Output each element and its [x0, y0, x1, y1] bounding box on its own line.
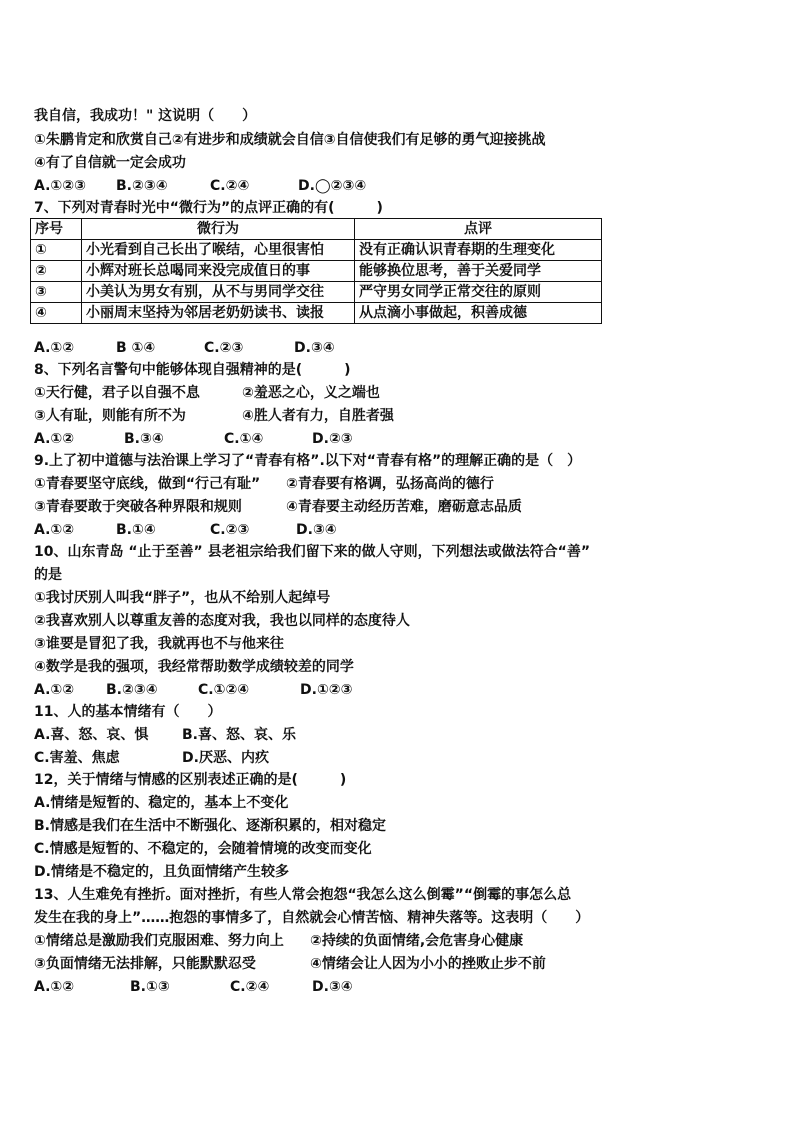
row-behavior: 小辉对班长总喝同来没完成值日的事: [82, 261, 355, 282]
q11-option-a: A.喜、怒、哀、惧: [34, 727, 149, 743]
q13-option-c: C.②④: [230, 979, 270, 995]
q10-statement-1: ①我讨厌别人叫我“胖子”，也从不给别人起绰号: [34, 590, 331, 606]
q6-option-a: A.①②③: [34, 178, 86, 194]
q13-statement-1: ①情绪总是激励我们克服困难、努力向上: [34, 933, 284, 949]
q9-statement-3: ③青春要敢于突破各种界限和规则: [34, 499, 242, 515]
q13-statement-2: ②持续的负面情绪,会危害身心健康: [310, 933, 524, 949]
header-cell: 微行为: [82, 219, 355, 240]
q8-option-b: B.③④: [124, 431, 164, 447]
row-behavior: 小光看到自己长出了喉结，心里很害怕: [82, 240, 355, 261]
q8-option-d: D.②③: [312, 431, 353, 447]
row-number: ④: [31, 303, 82, 324]
q8-option-a: A.①②: [34, 431, 75, 447]
q6-option-b: B.②③④: [116, 178, 168, 194]
q7-option-b: B ①④: [116, 340, 156, 356]
q11-option-d: D.厌恶、内疚: [182, 750, 269, 766]
table-row: [31, 303, 602, 324]
q9-statement-1: ①青春要坚守底线，做到“行己有耻”: [34, 476, 261, 492]
q9-option-d: D.③④: [296, 522, 337, 538]
header-cell: 序号: [31, 219, 82, 240]
q12-stem: 12，关于情绪与情感的区别表述正确的是( ): [34, 772, 347, 788]
q13-stem-2: 发生在我的身上”……抱怨的事情多了，自然就会心情苦恼、精神失落等。这表明（ ）: [34, 910, 590, 926]
q9-option-b: B.①④: [116, 522, 156, 538]
q12-option-c: C.情感是短暂的、不稳定的，会随着情境的改变而变化: [34, 841, 372, 857]
q10-stem-2: 的是: [34, 567, 62, 583]
q9-option-c: C.②③: [210, 522, 250, 538]
q10-stem-1: 10、山东青岛 “止于至善” 县老祖宗给我们留下来的做人守则，下列想法或做法符合“善”: [34, 544, 591, 560]
q12-option-d: D.情绪是不稳定的，且负面情绪产生较多: [34, 864, 289, 880]
q10-statement-4: ④数学是我的强项，我经常帮助数学成绩较差的同学: [34, 659, 354, 675]
q10-option-d: D.①②③: [300, 682, 353, 698]
q10-statement-3: ③谁要是冒犯了我，我就再也不与他来往: [34, 636, 284, 652]
row-comment: 从点滴小事做起，积善成德: [355, 303, 602, 324]
q11-option-b: B.喜、怒、哀、乐: [182, 727, 296, 743]
q9-option-a: A.①②: [34, 522, 75, 538]
row-comment: 严守男女同学正常交往的原则: [355, 282, 602, 303]
q8-option-c: C.①④: [224, 431, 264, 447]
q13-option-b: B.①③: [130, 979, 170, 995]
q6-statement-2: ④有了自信就一定会成功: [34, 155, 186, 171]
q10-option-c: C.①②④: [198, 682, 250, 698]
q7-option-d: D.③④: [294, 340, 335, 356]
header-cell: 点评: [355, 219, 602, 240]
q13-stem-1: 13、人生难免有挫折。面对挫折，有些人常会抱怨“我怎么这么倒霉”“倒霉的事怎么总: [34, 887, 572, 903]
row-comment: 能够换位思考，善于关爱同学: [355, 261, 602, 282]
q13-statement-3: ③负面情绪无法排解，只能默默忍受: [34, 956, 256, 972]
table-row: [31, 261, 602, 282]
row-number: ②: [31, 261, 82, 282]
q10-statement-2: ②我喜欢别人以尊重友善的态度对我，我也以同样的态度待人: [34, 613, 410, 629]
row-behavior: 小丽周末坚持为邻居老奶奶读书、读报: [82, 303, 355, 324]
q6-stem-tail: 我自信，我成功！" 这说明（ ）: [34, 108, 257, 124]
q11-stem: 11、人的基本情绪有（ ）: [34, 704, 222, 720]
q6-option-c: C.②④: [210, 178, 250, 194]
q8-stem: 8、下列名言警句中能够体现自强精神的是( ): [34, 362, 351, 378]
q9-statement-2: ②青春要有格调，弘扬高尚的德行: [286, 476, 494, 492]
q13-option-a: A.①②: [34, 979, 75, 995]
q8-statement-1: ①天行健，君子以自强不息: [34, 385, 200, 401]
table-row: [31, 240, 602, 261]
row-number: ③: [31, 282, 82, 303]
q7-stem: 7、下列对青春时光中“微行为”的点评正确的有( ): [34, 200, 383, 216]
q11-option-c: C.害羞、焦虑: [34, 750, 120, 766]
q7-option-c: C.②③: [204, 340, 244, 356]
q9-stem: 9.上了初中道德与法治课上学习了“青春有格”.以下对“青春有格”的理解正确的是（ ）: [34, 453, 582, 469]
row-behavior: 小美认为男女有别，从不与男同学交往: [82, 282, 355, 303]
q6-statement-1: ①朱鹏肯定和欣赏自己②有进步和成绩就会自信③自信使我们有足够的勇气迎接挑战: [34, 132, 546, 148]
q12-option-b: B.情感是我们在生活中不断强化、逐渐积累的，相对稳定: [34, 818, 386, 834]
table-row: [31, 282, 602, 303]
q6-option-d: D.◯②③④: [298, 178, 367, 194]
q7-option-a: A.①②: [34, 340, 75, 356]
q12-option-a: A.情绪是短暂的、稳定的，基本上不变化: [34, 795, 289, 811]
table-header-row: [31, 219, 602, 240]
row-number: ①: [31, 240, 82, 261]
q10-option-b: B.②③④: [106, 682, 158, 698]
q8-statement-2: ②羞恶之心，义之端也: [242, 385, 380, 401]
q13-statement-4: ④情绪会让人因为小小的挫败止步不前: [310, 956, 546, 972]
q8-statement-4: ④胜人者有力，自胜者强: [242, 408, 394, 424]
q10-option-a: A.①②: [34, 682, 75, 698]
q8-statement-3: ③人有耻，则能有所不为: [34, 408, 186, 424]
q13-option-d: D.③④: [312, 979, 353, 995]
q7-table: [30, 218, 602, 324]
row-comment: 没有正确认识青春期的生理变化: [355, 240, 602, 261]
q9-statement-4: ④青春要主动经历苦难，磨砺意志品质: [286, 499, 522, 515]
